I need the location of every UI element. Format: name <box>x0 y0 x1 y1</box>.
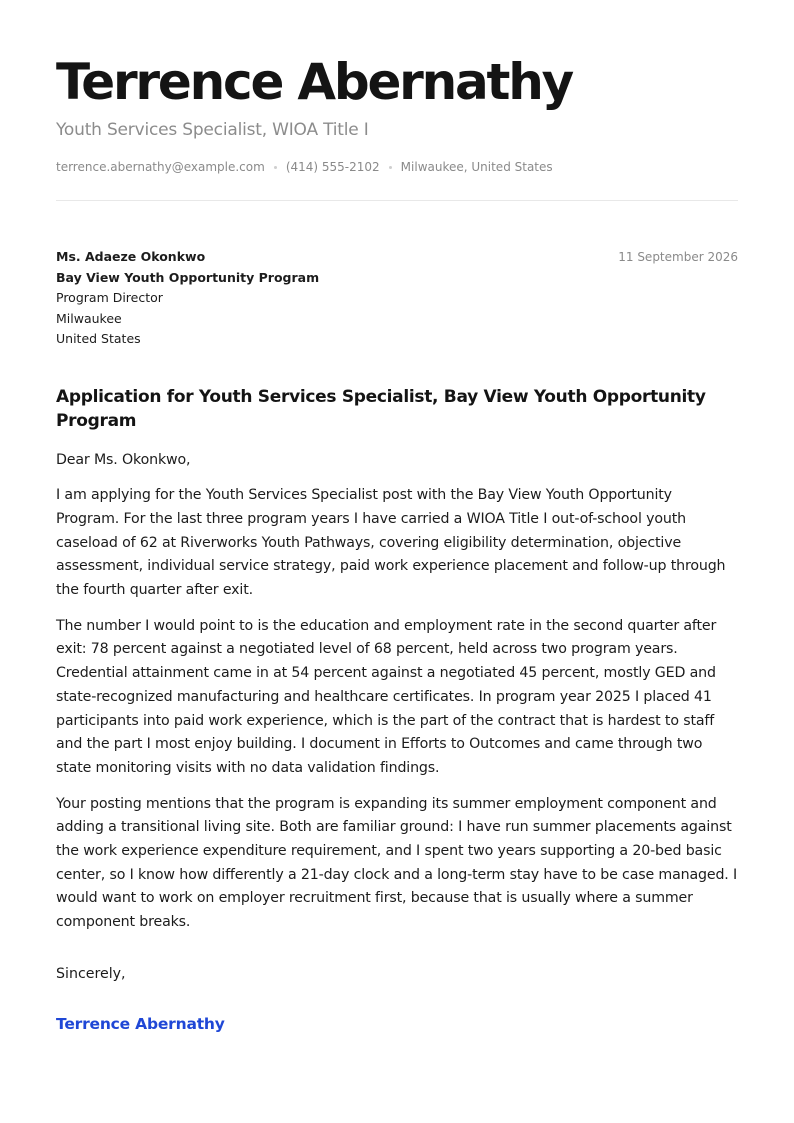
signature: Terrence Abernathy <box>56 1014 225 1033</box>
body-paragraph: I am applying for the Youth Services Specialist post with the Bay View Youth Opportunity Program. For the last three program years I have carried a WIOA Title I out-of-school youth caseload of 62 at Riverworks Youth Pathways, covering eligibility determination, objective assessment, individual service strategy, paid work experience placement and follow-up through the fourth quarter after exit. <box>56 487 726 599</box>
sender-email[interactable]: terrence.abernathy@example.com <box>56 160 265 174</box>
separator-dot-icon <box>274 166 277 169</box>
body-paragraph: The number I would point to is the education and employment rate in the second quarter after exit: 78 percent against a negotiated level of 68 percent, held across two program years. Credential attainment came in at 54 percent against a negotiated 45 percent, mostly GED and state-recognized manufacturing and healthcare certificates. In program year 2025 I placed 41 participants into paid work experience, which is the part of the contract that is hardest to staff and the part I most enjoy building. I document in Efforts to Outcomes and came through two state monitoring visits with no data validation findings. <box>56 617 717 776</box>
sender-phone[interactable]: (414) 555-2102 <box>285 160 380 174</box>
separator-dot-icon <box>389 166 392 169</box>
closing: Sincerely, <box>56 965 126 982</box>
sender-title: Youth Services Specialist, WIOA Title I <box>56 120 369 140</box>
recipient-city: Milwaukee <box>56 310 122 326</box>
salutation: Dear Ms. Okonkwo, <box>56 451 191 468</box>
sender-name: Terrence Abernathy <box>56 53 573 111</box>
letter-date: 11 September 2026 <box>618 250 738 264</box>
body-paragraph: Your posting mentions that the program is expanding its summer employment component and adding a transitional living site. Both are familiar ground: I have run summer placements against the work experience expenditure requirement, and I spent two years supporting a 20-bed basic center, so I know how differently a 21-day clock and a long-term stay have to be case managed. I would want to work on employer recruitment first, because that is usually where a summer component breaks. <box>56 795 738 931</box>
letter-header <box>56 0 738 201</box>
sender-location: Milwaukee, United States <box>400 160 553 174</box>
recipient-block <box>56 247 738 350</box>
recipient-organization: Bay View Youth Opportunity Program <box>56 269 320 285</box>
letter-subject: Application for Youth Services Specialist, Bay View Youth Opportunity Program <box>56 386 706 431</box>
letter-body <box>56 449 738 935</box>
contact-line <box>56 159 738 175</box>
recipient-country: United States <box>56 331 141 346</box>
recipient-role: Program Director <box>56 290 163 305</box>
header-divider <box>56 200 738 201</box>
recipient-name: Ms. Adaeze Okonkwo <box>56 249 206 264</box>
